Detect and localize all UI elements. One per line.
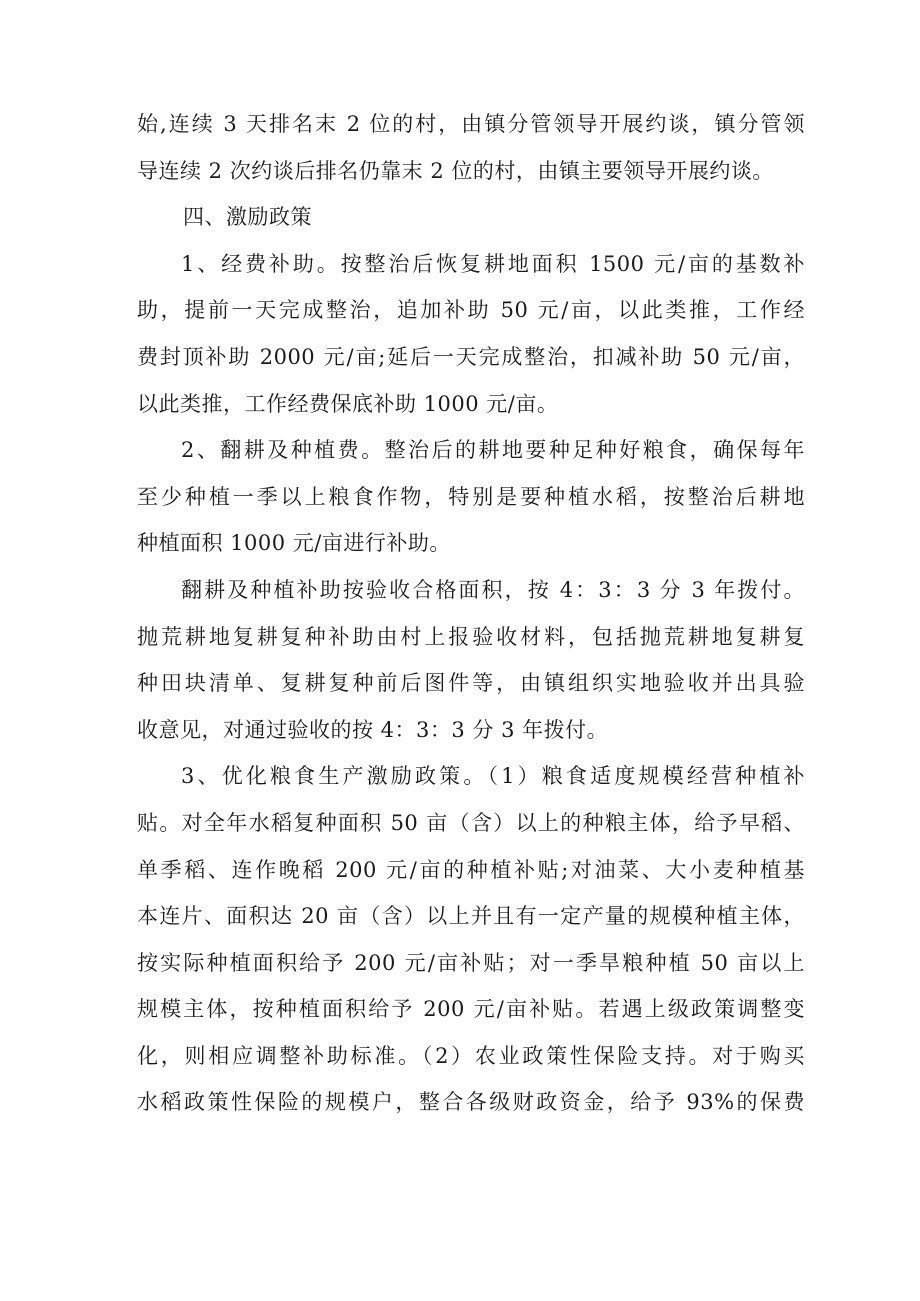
paragraph-line: 规模主体，按种植面积给予 200 元/亩补贴。若遇上级政策调整变 (137, 997, 805, 1022)
paragraph-line: 单季稻、连作晚稻 200 元/亩的种植补贴;对油菜、大小麦种植基 (137, 857, 805, 882)
paragraph-line: 导连续 2 次约谈后排名仍靠末 2 位的村，由镇主要领导开展约谈。 (137, 158, 774, 183)
paragraph-line: 本连片、面积达 20 亩（含）以上并且有一定产量的规模种植主体， (137, 904, 805, 929)
paragraph-line: 以此类推，工作经费保底补助 1000 元/亩。 (137, 391, 559, 416)
paragraph-line: 至少种植一季以上粮食作物，特别是要种植水稻，按整治后耕地 (137, 484, 805, 509)
paragraph-line: 水稻政策性保险的规模户，整合各级财政资金，给予 93%的保费 (137, 1090, 805, 1115)
section-heading: 四、激励政策 (183, 205, 312, 230)
paragraph-line: 贴。对全年水稻复种面积 50 亩（含）以上的种粮主体，给予早稻、 (137, 810, 805, 835)
paragraph-line: 费封顶补助 2000 元/亩;延后一天完成整治，扣减补助 50 元/亩， (137, 344, 805, 369)
paragraph-line: 化，则相应调整补助标准。（2）农业政策性保险支持。对于购买 (137, 1043, 805, 1068)
paragraph-line: 抛荒耕地复耕复种补助由村上报验收材料，包括抛荒耕地复耕复 (137, 624, 805, 649)
paragraph-line: 始,连续 3 天排名末 2 位的村，由镇分管领导开展约谈，镇分管领 (137, 112, 805, 136)
paragraph-line: 1、经费补助。按整治后恢复耕地面积 1500 元/亩的基数补 (181, 251, 805, 276)
paragraph-line: 种田块清单、复耕复种前后图件等，由镇组织实地验收并出具验 (137, 671, 805, 696)
paragraph-line: 种植面积 1000 元/亩进行补助。 (137, 531, 451, 556)
paragraph-line: 2、翻耕及种植费。整治后的耕地要种足种好粮食，确保每年 (181, 438, 805, 463)
paragraph-line: 收意见，对通过验收的按 4：3：3 分 3 年拨付。 (137, 717, 609, 742)
paragraph-line: 按实际种植面积给予 200 元/亩补贴；对一季旱粮种植 50 亩以上 (137, 950, 805, 975)
paragraph-line: 翻耕及种植补助按验收合格面积，按 4：3：3 分 3 年拨付。 (181, 577, 805, 602)
document-page (137, 108, 805, 1133)
paragraph-line: 3、优化粮食生产激励政策。（1）粮食适度规模经营种植补 (181, 764, 805, 789)
paragraph-line: 助，提前一天完成整治，追加补助 50 元/亩，以此类推，工作经 (137, 298, 805, 323)
